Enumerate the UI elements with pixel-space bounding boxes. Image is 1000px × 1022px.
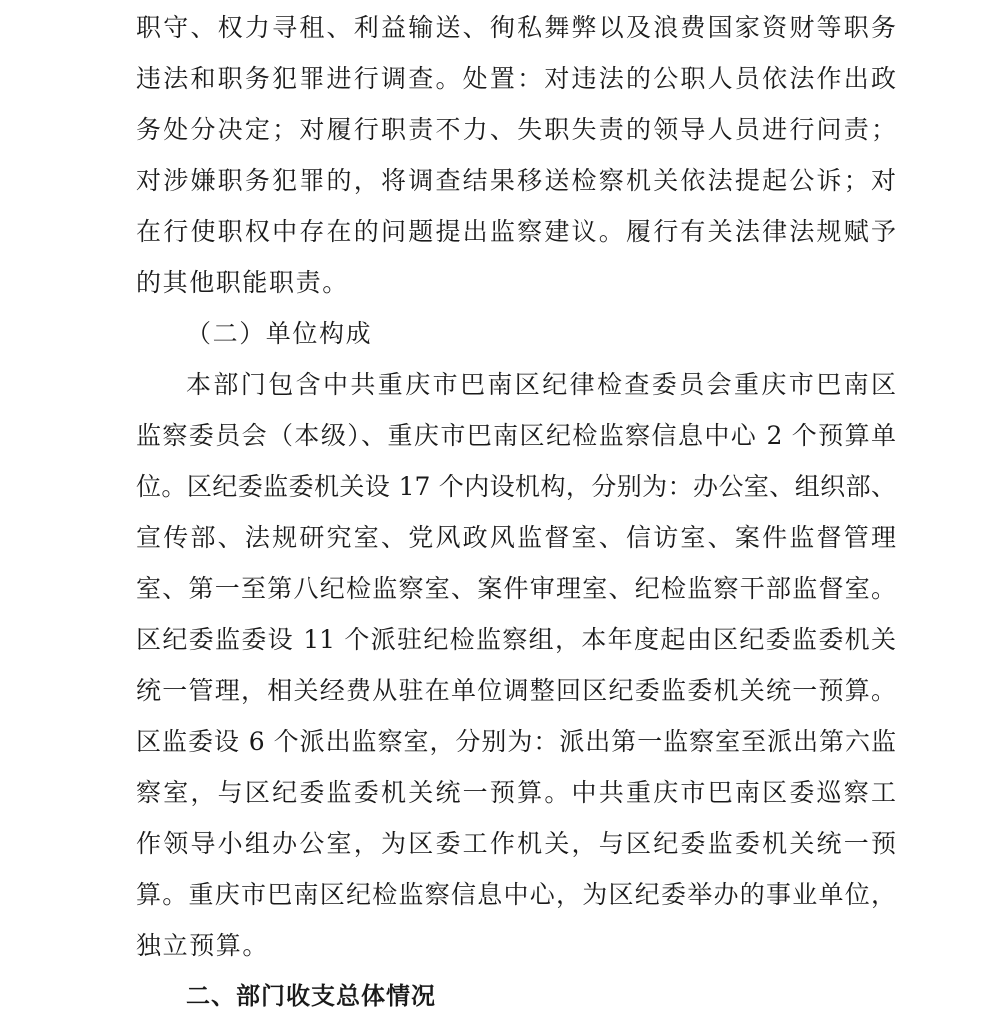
text-line: 独立预算。 bbox=[136, 931, 270, 960]
text-line: 在行使职权中存在的问题提出监察建议。履行有关法律法规赋予 bbox=[136, 217, 896, 246]
text-line: 室、第一至第八纪检监察室、案件审理室、纪检监察干部监督室。 bbox=[136, 574, 896, 603]
document-page bbox=[136, 2, 896, 1022]
section-heading-revenue-expenditure: 二、部门收支总体情况 bbox=[186, 982, 436, 1010]
text-line: 对涉嫌职务犯罪的，将调查结果移送检察机关依法提起公诉；对 bbox=[136, 166, 896, 195]
text-line: 宣传部、法规研究室、党风政风监督室、信访室、案件监督管理 bbox=[136, 523, 896, 552]
text-line: 务处分决定；对履行职责不力、失职失责的领导人员进行问责； bbox=[136, 115, 896, 144]
text-line: 位。区纪委监委机关设 17 个内设机构，分别为：办公室、组织部、 bbox=[136, 472, 896, 501]
text-line: 区监委设 6 个派出监察室，分别为：派出第一监察室至派出第六监 bbox=[136, 727, 896, 756]
text-line: 的其他职能职责。 bbox=[136, 268, 349, 297]
text-line: 区纪委监委设 11 个派驻纪检监察组，本年度起由区纪委监委机关 bbox=[136, 625, 896, 654]
section-heading-unit-composition: （二）单位构成 bbox=[186, 319, 373, 348]
text-line: 违法和职务犯罪进行调查。处置：对违法的公职人员依法作出政 bbox=[136, 64, 896, 93]
text-line: 本部门包含中共重庆市巴南区纪律检查委员会重庆市巴南区 bbox=[186, 370, 896, 399]
text-line: 算。重庆市巴南区纪检监察信息中心，为区纪委举办的事业单位， bbox=[136, 880, 896, 909]
paragraph-unit-composition bbox=[136, 359, 896, 971]
text-line: 监察委员会（本级）、重庆市巴南区纪检监察信息中心 2 个预算单 bbox=[136, 421, 896, 450]
text-line: 职守、权力寻租、利益输送、徇私舞弊以及浪费国家资财等职务 bbox=[136, 13, 896, 42]
paragraph-duties-continued bbox=[136, 2, 896, 308]
text-line: 统一管理，相关经费从驻在单位调整回区纪委监委机关统一预算。 bbox=[136, 676, 896, 705]
text-line: 作领导小组办公室，为区委工作机关，与区纪委监委机关统一预 bbox=[136, 829, 896, 858]
text-line: 察室，与区纪委监委机关统一预算。中共重庆市巴南区委巡察工 bbox=[136, 778, 896, 807]
